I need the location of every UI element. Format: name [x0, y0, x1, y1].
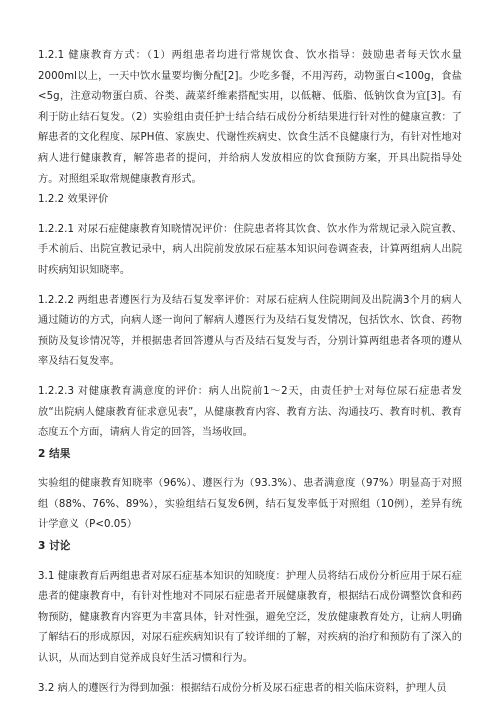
section-title-discussion: 3 讨论: [38, 540, 71, 553]
paragraph-results: 实验组的健康教育知晓率（96%）、遵医行为（93.3%）、患者满意度（97%）明显高于对照组（88%、76%、89%），实验组结石复发6例，结石复发率低于对照组（10例），差异有统计学意义（P<0.05）: [38, 478, 462, 531]
paragraph-1-2-2-2: 1.2.2.2 两组患者遵医行为及结石复发率评价：对尿石症病人住院期间及出院满3个月的病人通过随访的方式，向病人逐一询问了解病人遵医行为及结石复发情况，包括饮水、饮食、药物预防及复诊情况等，并根据患者回答遵从与否及结石复发与否，分别计算两组患者各项的遵从率及结石复发率。: [38, 294, 462, 368]
spacer: [38, 373, 462, 382]
subheading-1-2-2: 1.2.2 效果评价: [38, 194, 109, 206]
spacer: [38, 670, 462, 679]
paragraph-1-2-2-1: 1.2.2.1 对尿石症健康教育知晓情况评价：住院患者将其饮食、饮水作为常规记录入院宣教、手术前后、出院宣教记录中，病人出院前发放尿石症基本知识问卷调查表，计算两组病人出院时疾病知识知晓率。: [38, 223, 462, 276]
paragraph-1-2-2-3: 1.2.2.3 对健康教育满意度的评价：病人出院前1～2天，由责任护士对每位尿石症患者发放“出院病人健康教育征求意见表”，从健康教育内容、教育方法、沟通技巧、教育时机、教育态度五个方面，请病人肯定的回答，当场收回。: [38, 385, 462, 439]
section-title-results: 2 结果: [38, 447, 71, 460]
spacer: [38, 282, 462, 291]
paragraph-3-1: 3.1 健康教育后两组患者对尿石症基本知识的知晓度：护理人员将结石成份分析应用于尿石症患者的健康教育中，有针对性地对不同尿石症患者开展健康教育，根据结石成份调整饮食和药物预防，健康教育内容更为丰富具体，针对性强，避免空泛，发放健康教育处方，让病人明确了解结石的形成原因，对尿石症疾病知识有了较详细的了解，对疾病的治疗和预防有了深入的认识，从而达到自觉养成良好生活习惯和行为。: [38, 570, 462, 665]
paragraph-1-2-1: 1.2.1 健康教育方式：（1）两组患者均进行常规饮食、饮水指导：鼓励患者每天饮水量2000ml以上，一天中饮水量要均衡分配[2]。少吃多餐，不用泻药，动物蛋白<100g，食盐<5g，注意动物蛋白质、谷类、蔬菜纤维素搭配实用，以低糖、低脂、低钠饮食为宜[3]。有利于防止结石复发。（2）实验组由责任护士结合结石成份分析结果进行针对性的健康宣教：了解患者的文化程度、尿PH值、家族史、代谢性疾病史、饮食生活不良健康行为，有针对性地对病人进行健康教育，解答患者的提问，并给病人发放相应的饮食预防方案，开具出院指导处方。对照组采取常规健康教育形式。: [38, 50, 462, 185]
paragraph-3-2: 3.2 病人的遵医行为得到加强：根据结石成份分析及尿石症患者的相关临床资料，护理人员: [38, 682, 447, 694]
